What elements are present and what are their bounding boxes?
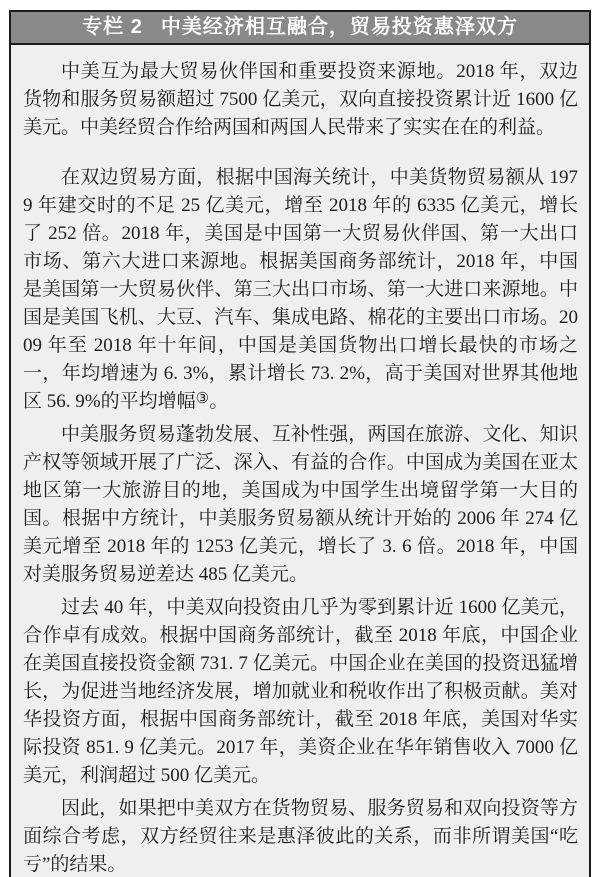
column-number-label: 专栏 2 [82,16,143,38]
paragraph-conclusion [23,795,578,877]
paragraph-text: 因此，如果把中美双方在货物贸易、服务贸易和双向投资等方面综合考虑，双方经贸往来是惠泽彼此的关系，而非所谓美国“吃亏”的结果。 [23,798,578,875]
column-box [9,10,591,877]
column-body [11,45,589,877]
paragraph-text: 中美互为最大贸易伙伴国和重要投资来源地。2018 年，双边货物和服务贸易额超过 7500 亿美元，双向直接投资累计近 1600 亿美元。中美经贸合作给两国和两国人民带来了实实在在的利益。 [23,61,578,138]
paragraph-goods-trade [23,164,578,416]
paragraph-services-trade [23,421,578,589]
paragraph-text: 。 [209,391,229,412]
paragraph-two-way-investment [23,594,578,790]
paragraph-overview [23,58,578,142]
paragraph-text: 在双边贸易方面，根据中国海关统计，中美货物贸易额从 1979 年建交时的不足 25 亿美元，增至 2018 年的 6335 亿美元，增长了 252 倍。2018 年，美国是中国第一大贸易伙伴国、第一大出口市场、第六大进口来源地。根据美国商务部统计，2018 年，中国是美国第一大贸易伙伴、第三大出口市场、第一大进口来源地。中国是美国飞机、大豆、汽车、集成电路、棉花的主要出口市场。2009 年至 2018 年十年间，中国是美国货物出口增长最快的市场之一，年均增速为 6. 3%，累计增长 73. 2%，高于美国对世界其他地区 56. 9%的平均增幅 [23,167,578,412]
paragraph-text: 过去 40 年，中美双向投资由几乎为零到累计近 1600 亿美元，合作卓有成效。根据中国商务部统计，截至 2018 年底，中国企业在美国直接投资金额 731. 7 亿美元。中国企业在美国的投资迅猛增长，为促进当地经济发展，增加就业和税收作出了积极贡献。美对华投资方面，根据中国商务部统计，截至 2018 年底，美国对华实际投资 851. 9 亿美元。2017 年，美资企业在华年销售收入 7000 亿美元，利润超过 500 亿美元。 [23,597,578,786]
column-header [11,12,589,45]
column-title: 中美经济相互融合，贸易投资惠泽双方 [160,16,518,38]
paragraph-text: 中美服务贸易蓬勃发展、互补性强，两国在旅游、文化、知识产权等领域开展了广泛、深入、有益的合作。中国成为美国在亚太地区第一大旅游目的地，美国成为中国学生出境留学第一大目的国。根据中方统计，中美服务贸易额从统计开始的 2006 年 274 亿美元增至 2018 年的 1253 亿美元，增长了 3. 6 倍。2018 年，中国对美服务贸易逆差达 485 亿美元。 [23,424,578,585]
footnote-ref-3: ③ [195,390,210,408]
